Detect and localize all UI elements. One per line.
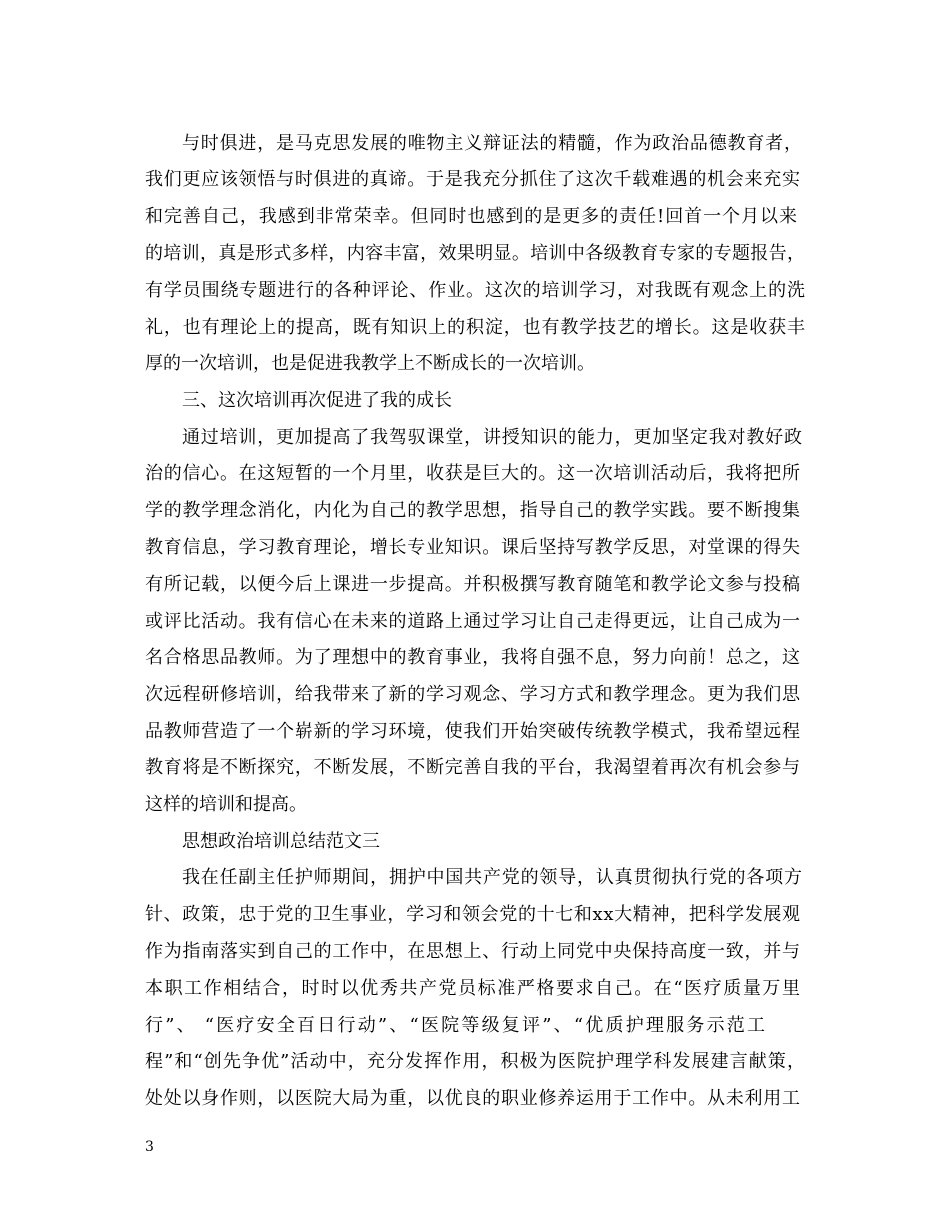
section-heading: 三、这次培训再次促进了我的成长 xyxy=(182,390,452,411)
text-line: 本职工作相结合，时时以优秀共产党员标准严格要求自己。在“医疗质量万里 xyxy=(145,978,802,999)
text-line: 名合格思品教师。为了理想中的教育事业，我将自强不息，努力向前！总之，这 xyxy=(145,647,801,668)
section-heading: 思想政治培训总结范文三 xyxy=(182,831,380,852)
text-line: 行”、 “医疗安全百日行动”、“医院等级复评”、“优质护理服务示范工 xyxy=(145,1015,768,1036)
text-line: 我们更应该领悟与时俱进的真谛。于是我充分抓住了这次千载难遇的机会来充实 xyxy=(145,169,801,190)
page-number: 3 xyxy=(145,1139,154,1155)
text-line: 处处以身作则，以医院大局为重，以优良的职业修养运用于工作中。从未利用工 xyxy=(145,1088,801,1109)
text-line: 的培训，真是形式多样，内容丰富，效果明显。培训中各级教育专家的专题报告， xyxy=(145,243,806,264)
text-line: 与时俱进，是马克思发展的唯物主义辩证法的精髓，作为政治品德教育者， xyxy=(182,133,803,154)
text-line: 厚的一次培训，也是促进我教学上不断成长的一次培训。 xyxy=(145,353,595,374)
text-line: 治的信心。在这短暂的一个月里，收获是巨大的。这一次培训活动后，我将把所 xyxy=(145,463,801,484)
text-line: 和完善自己，我感到非常荣幸。但同时也感到的是更多的责任!回首一个月以来 xyxy=(145,206,798,227)
text-line: 这样的培训和提高。 xyxy=(145,794,307,815)
text-line: 品教师营造了一个崭新的学习环境，使我们开始突破传统教学模式，我希望远程 xyxy=(145,721,801,742)
text-line: 程”和“创先争优”活动中，充分发挥作用，积极为医院护理学科发展建言献策， xyxy=(145,1051,807,1072)
text-line: 教育将是不断探究，不断发展，不断完善自我的平台，我渴望着再次有机会参与 xyxy=(145,757,801,778)
text-line: 通过培训，更加提高了我驾驭课堂，讲授知识的能力，更加坚定我对教好政 xyxy=(182,427,803,448)
text-line: 有所记载，以便今后上课进一步提高。并积极撰写教育随笔和教学论文参与投稿 xyxy=(145,574,801,595)
text-line: 教育信息，学习教育理论，增长专业知识。课后坚持写教学反思，对堂课的得失 xyxy=(145,537,801,558)
text-line: 作为指南落实到自己的工作中，在思想上、行动上同党中央保持高度一致，并与 xyxy=(145,941,801,962)
text-line: 我在任副主任护师期间，拥护中国共产党的领导，认真贯彻执行党的各项方 xyxy=(182,867,803,888)
text-line: 次远程研修培训，给我带来了新的学习观念、学习方式和教学理念。更为我们思 xyxy=(145,684,801,705)
text-line: 礼，也有理论上的提高，既有知识上的积淀，也有教学技艺的增长。这是收获丰 xyxy=(145,317,806,338)
text-line: 或评比活动。我有信心在未来的道路上通过学习让自己走得更远，让自己成为一 xyxy=(145,611,801,632)
text-line: 针、政策，忠于党的卫生事业，学习和领会党的十七和xx大精神，把科学发展观 xyxy=(145,904,801,925)
text-line: 有学员围绕专题进行的各种评论、作业。这次的培训学习，对我既有观念上的洗 xyxy=(145,280,806,301)
text-line: 学的教学理念消化，内化为自己的教学思想，指导自己的教学实践。要不断搜集 xyxy=(145,500,801,521)
